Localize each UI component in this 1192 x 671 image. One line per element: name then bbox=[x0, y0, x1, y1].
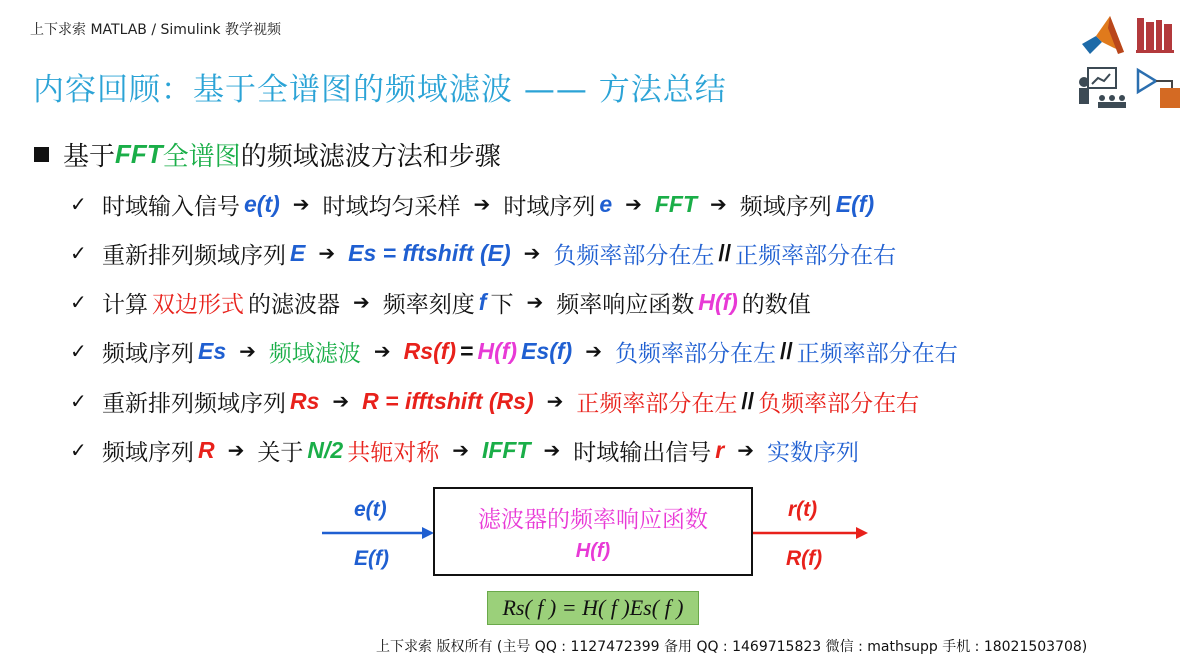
arrow-right-icon: ➔ bbox=[543, 438, 561, 462]
arrow-right-icon: ➔ bbox=[353, 290, 370, 314]
heading-mid: 全谱图 bbox=[162, 142, 241, 172]
step-text: 共轭对称 bbox=[347, 439, 440, 466]
filter-formula: Rs( f ) = H( f )Es( f ) bbox=[487, 591, 699, 625]
step-text: 负频率部分在左 bbox=[614, 340, 776, 367]
arrow-right-icon: ➔ bbox=[526, 290, 544, 314]
step-text: IFFT bbox=[481, 436, 531, 463]
output-signal-freq: R(f) bbox=[786, 547, 823, 570]
input-signal-freq: E(f) bbox=[354, 547, 389, 570]
heading-post: 的频域滤波方法和步骤 bbox=[240, 142, 501, 172]
step-text: e bbox=[599, 190, 613, 217]
step-text: E bbox=[290, 239, 306, 266]
step-text: Rs(f) bbox=[403, 337, 457, 364]
step-text: Es bbox=[198, 337, 227, 364]
step-text: 的数值 bbox=[741, 291, 811, 318]
step-text: 时域序列 bbox=[503, 193, 596, 220]
output-signal-time: r(t) bbox=[788, 498, 818, 521]
step-text: 频域序列 bbox=[739, 193, 832, 220]
step-text: E(f) bbox=[835, 190, 875, 217]
arrow-right-icon: ➔ bbox=[585, 339, 602, 363]
filter-box-label: 滤波器的频率响应函数 bbox=[478, 507, 708, 533]
step-text: 正频率部分在右 bbox=[796, 340, 958, 367]
step-text: Rs bbox=[290, 387, 320, 414]
step-text: = bbox=[460, 337, 474, 364]
step-text: 关于 bbox=[257, 439, 304, 466]
arrow-right-icon: ➔ bbox=[373, 339, 391, 363]
arrow-right-icon: ➔ bbox=[239, 339, 256, 363]
step-text: 负频率部分在左 bbox=[553, 242, 715, 269]
step-text: 时域均匀采样 bbox=[322, 193, 461, 220]
step-text: 频域序列 bbox=[102, 439, 194, 466]
step-text: f bbox=[478, 288, 487, 315]
heading-pre: 基于 bbox=[63, 142, 116, 172]
arrow-right-icon: ➔ bbox=[737, 438, 754, 462]
step-text: 频域滤波 bbox=[268, 340, 361, 367]
step-text: 正频率部分在右 bbox=[735, 242, 897, 269]
page-title: 内容回顾：基于全谱图的频域滤波 —— 方法总结 bbox=[33, 72, 727, 108]
header-text: 上下求索 MATLAB / Simulink 教学视频 bbox=[30, 22, 281, 38]
copyright-footer: 上下求索 版权所有 (主号 QQ : 1127472399 备用 QQ : 1469715823 微信 : mathsupp 手机 : 18021503708) bbox=[376, 639, 1088, 655]
step-text: 正频率部分在左 bbox=[576, 390, 738, 417]
input-signal-time: e(t) bbox=[354, 498, 387, 521]
arrow-right-icon: ➔ bbox=[546, 389, 564, 413]
arrow-right-icon: ➔ bbox=[332, 389, 350, 413]
step-text: // bbox=[779, 337, 793, 364]
step-text: // bbox=[718, 239, 732, 266]
arrow-right-icon: ➔ bbox=[710, 192, 727, 216]
step-text: 计算 bbox=[102, 291, 148, 318]
arrow-right-icon: ➔ bbox=[473, 192, 491, 216]
arrow-right-icon: ➔ bbox=[523, 241, 541, 265]
step-text: // bbox=[741, 387, 755, 414]
step-text: R = ifftshift (Rs) bbox=[362, 387, 534, 414]
step-text: FFT bbox=[654, 190, 698, 217]
step-text: 重新排列频域序列 bbox=[102, 390, 286, 417]
arrow-right-icon: ➔ bbox=[318, 241, 336, 265]
step-text: 的滤波器 bbox=[248, 291, 340, 318]
checkmark-icon: ✓ bbox=[70, 192, 87, 216]
heading-fft: FFT bbox=[115, 139, 163, 169]
checkmark-icon: ✓ bbox=[70, 339, 87, 363]
step-text: Es = fftshift (E) bbox=[348, 239, 511, 266]
filter-box bbox=[433, 487, 753, 576]
step-text: 重新排列频域序列 bbox=[102, 242, 286, 269]
step-text: H(f) bbox=[698, 288, 738, 315]
filter-box-symbol: H(f) bbox=[575, 540, 611, 562]
checkmark-icon: ✓ bbox=[70, 389, 87, 413]
checkmark-icon: ✓ bbox=[70, 438, 87, 462]
step-text: e(t) bbox=[244, 190, 280, 217]
step-text: 下 bbox=[490, 291, 514, 318]
step-text: 频率响应函数 bbox=[556, 291, 695, 318]
arrow-right-icon: ➔ bbox=[292, 192, 310, 216]
step-text: R bbox=[198, 436, 215, 463]
step-text: 实数序列 bbox=[766, 439, 859, 466]
arrow-right-icon: ➔ bbox=[227, 438, 245, 462]
step-text: Es(f) bbox=[521, 337, 573, 364]
step-text: N/2 bbox=[307, 436, 344, 463]
step-text: r bbox=[715, 436, 725, 463]
checkmark-icon: ✓ bbox=[70, 290, 87, 314]
step-text: 双边形式 bbox=[152, 291, 244, 318]
step-text: H(f) bbox=[477, 337, 518, 364]
step-text: 负频率部分在右 bbox=[758, 390, 920, 417]
arrow-right-icon: ➔ bbox=[452, 438, 469, 462]
step-text: 时域输入信号 bbox=[102, 193, 240, 220]
step-text: 频率刻度 bbox=[382, 291, 475, 318]
step-text: 时域输出信号 bbox=[573, 439, 712, 466]
step-text: 频域序列 bbox=[102, 340, 194, 367]
checkmark-icon: ✓ bbox=[70, 241, 87, 265]
arrow-right-icon: ➔ bbox=[625, 192, 642, 216]
